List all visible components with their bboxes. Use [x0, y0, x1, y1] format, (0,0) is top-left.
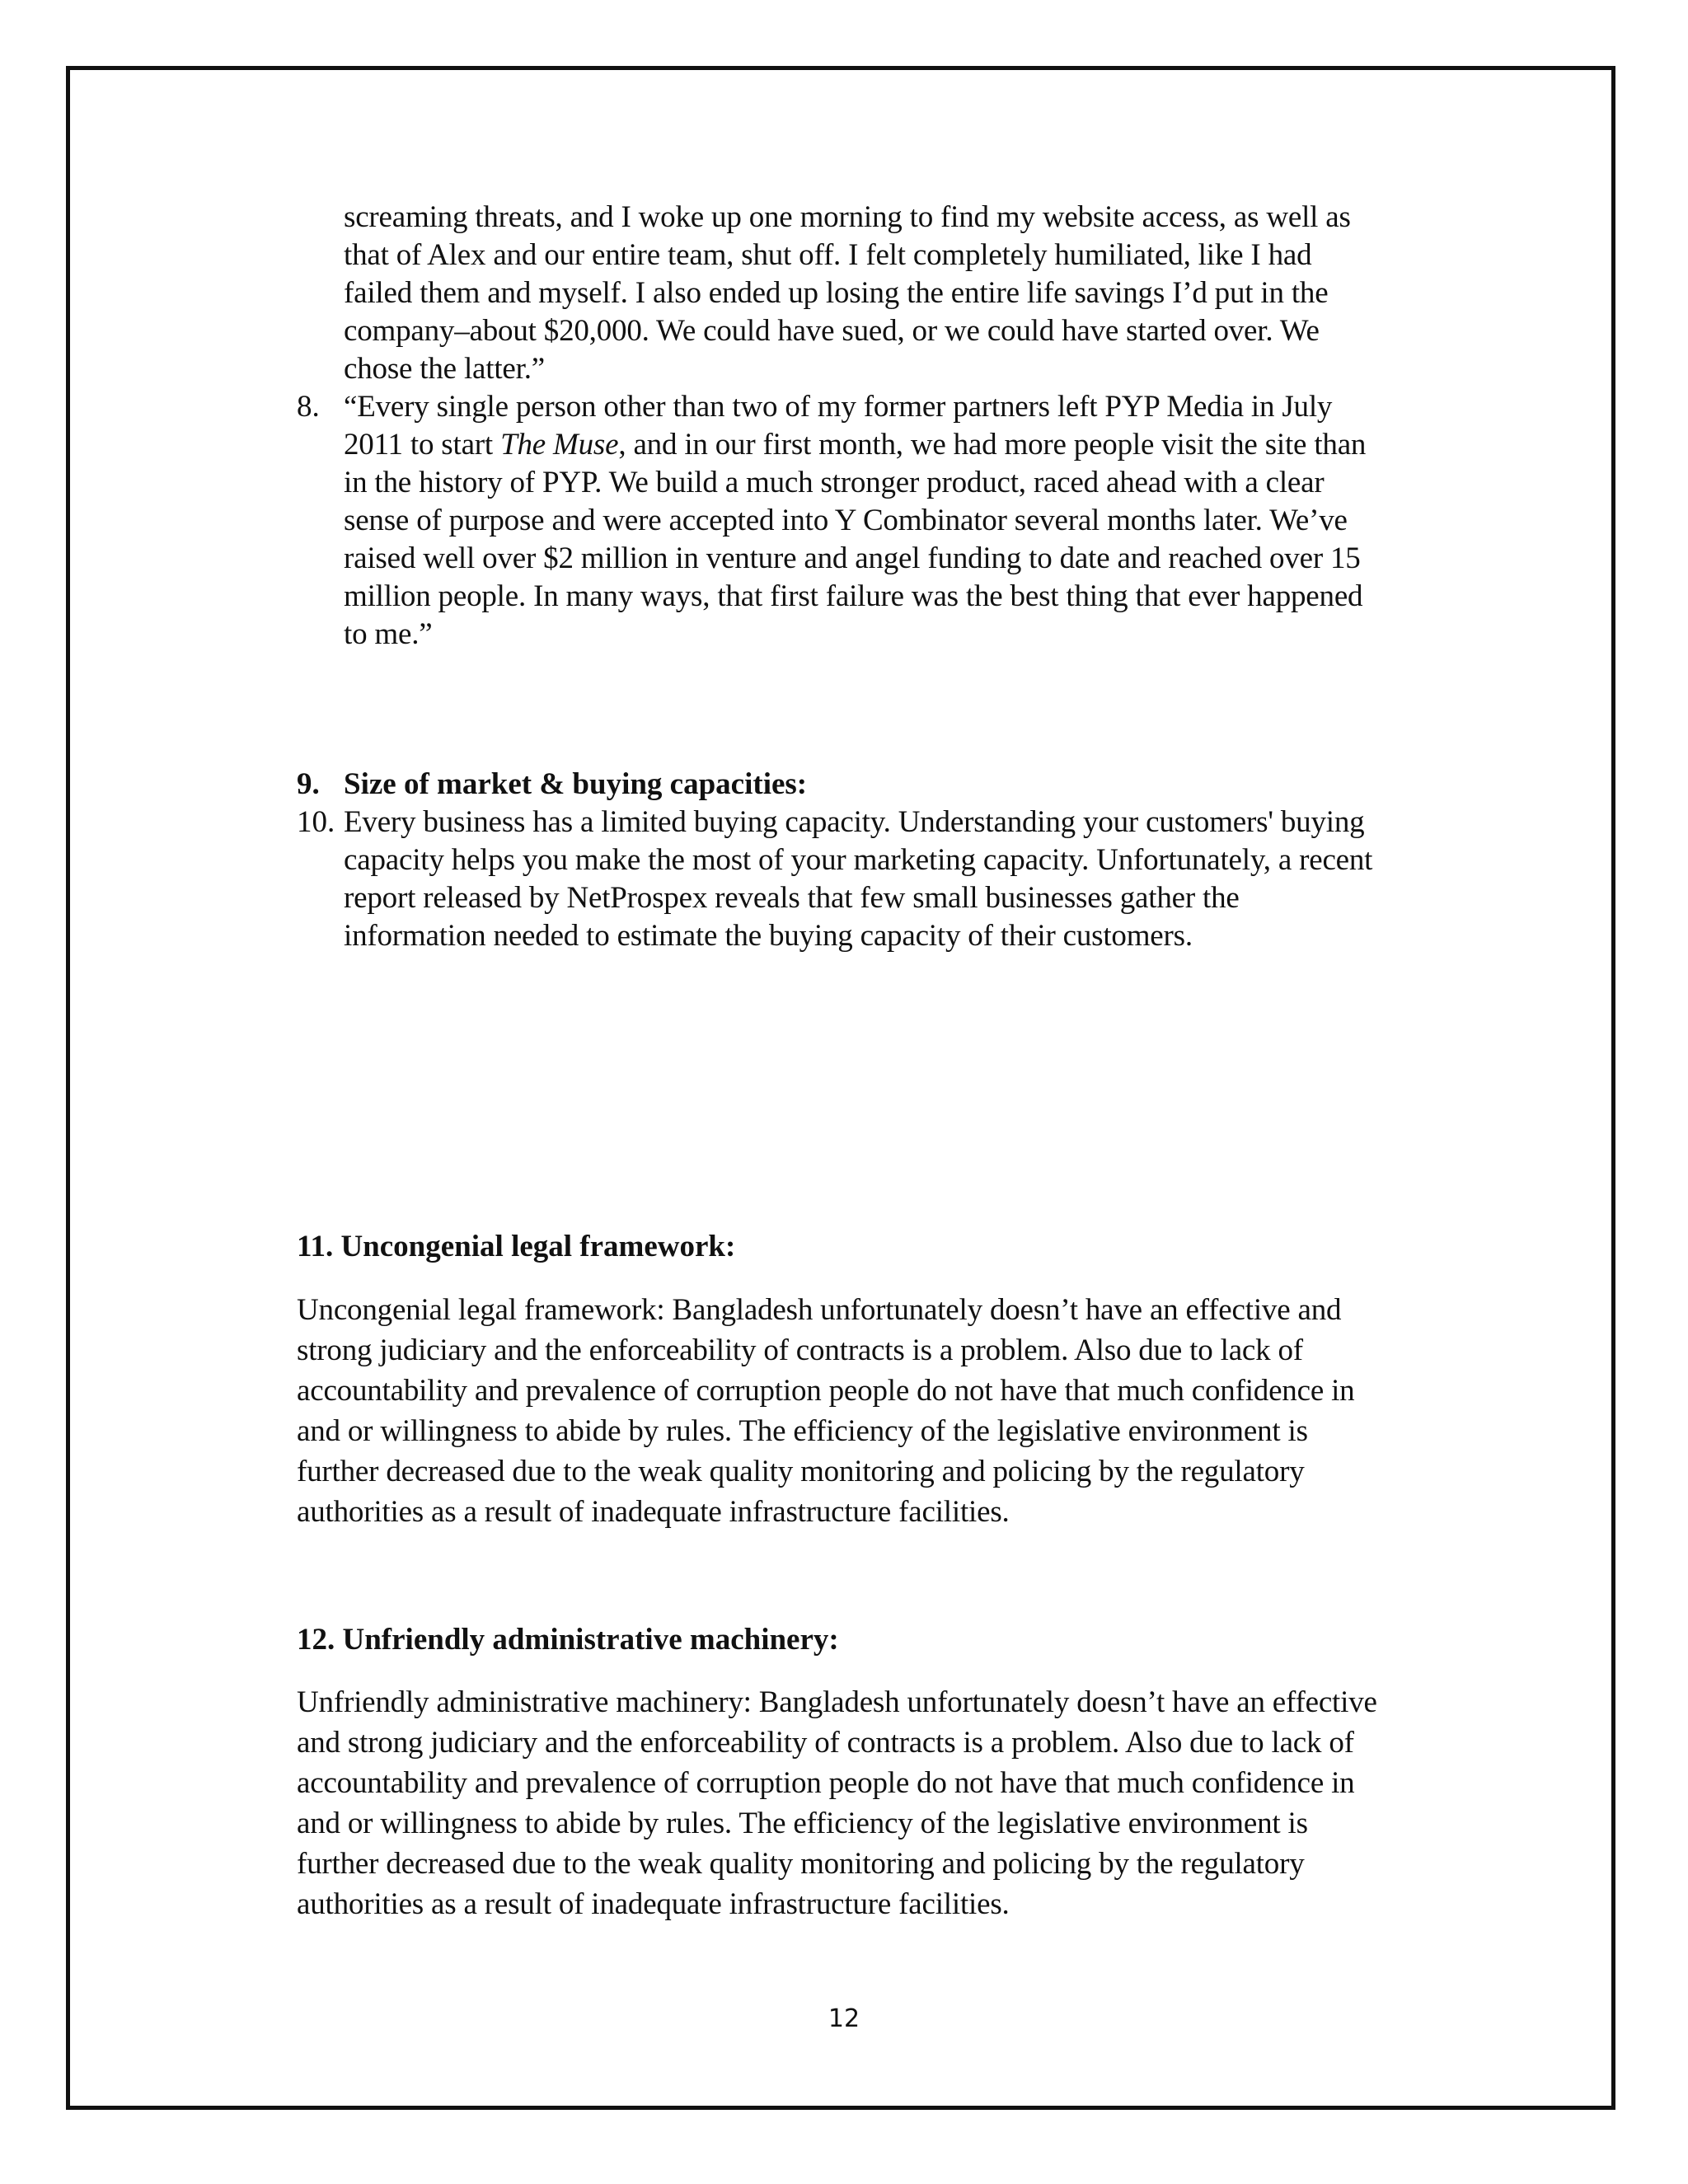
section12-line-4: and or willingness to abide by rules. The efficiency of the legislative environment is — [297, 1807, 1308, 1840]
item8-number: 8. — [297, 390, 320, 424]
item8-line-5: raised well over $2 million in venture and angel funding to date and reached over 15 — [344, 541, 1361, 575]
item9-number: 9. — [297, 767, 320, 801]
item7-line-5: chose the latter.” — [344, 352, 545, 386]
item7-line-4: company–about $20,000. We could have sued, or we could have started over. We — [344, 314, 1320, 348]
section11-line-4: and or willingness to abide by rules. The efficiency of the legislative environment is — [297, 1414, 1308, 1448]
page-border — [66, 66, 1615, 2110]
item7-line-2: that of Alex and our entire team, shut off. I felt completely humiliated, like I had — [344, 238, 1312, 272]
page-number: 12 — [828, 2004, 860, 2033]
item10-line-4: information needed to estimate the buying capacity of their customers. — [344, 919, 1193, 953]
item7-line-1: screaming threats, and I woke up one morning to find my website access, as well as — [344, 200, 1351, 234]
item8-line-2 — [344, 426, 1366, 464]
section11-line-3: accountability and prevalence of corruption people do not have that much confidence in — [297, 1374, 1355, 1408]
section11-line-1: Uncongenial legal framework: Bangladesh unfortunately doesn’t have an effective and — [297, 1293, 1342, 1327]
item10-line-2: capacity helps you make the most of your marketing capacity. Unfortunately, a recent — [344, 843, 1373, 877]
item10-line-1: Every business has a limited buying capacity. Understanding your customers' buying — [344, 805, 1365, 839]
item10-line-3: report released by NetProspex reveals that few small businesses gather the — [344, 881, 1240, 915]
item8-line-7: to me.” — [344, 617, 433, 651]
item8-line-2-start: 2011 to start — [344, 428, 501, 462]
section12-line-2: and strong judiciary and the enforceability of contracts is a problem. Also due to lack of — [297, 1726, 1354, 1760]
section12-line-5: further decreased due to the weak quality monitoring and policing by the regulatory — [297, 1847, 1305, 1881]
item10-number: 10. — [297, 805, 335, 839]
publication-title: The Muse — [500, 428, 619, 462]
item9-heading: Size of market & buying capacities: — [344, 767, 808, 801]
section11-line-2: strong judiciary and the enforceability of contracts is a problem. Also due to lack of — [297, 1333, 1303, 1367]
item8-line-2-end: , and in our first month, we had more people visit the site than — [618, 428, 1367, 462]
section12-line-6: authorities as a result of inadequate infrastructure facilities. — [297, 1887, 1010, 1921]
section12-line-1: Unfriendly administrative machinery: Bangladesh unfortunately doesn’t have an effective — [297, 1685, 1377, 1719]
item8-line-3: in the history of PYP. We build a much stronger product, raced ahead with a clear — [344, 466, 1325, 499]
section11-line-5: further decreased due to the weak quality monitoring and policing by the regulatory — [297, 1455, 1305, 1488]
section12-line-3: accountability and prevalence of corruption people do not have that much confidence in — [297, 1766, 1355, 1800]
section11-heading: 11. Uncongenial legal framework: — [297, 1230, 736, 1263]
item8-line-1: “Every single person other than two of my former partners left PYP Media in July — [344, 390, 1333, 424]
item7-line-3: failed them and myself. I also ended up losing the entire life savings I’d put in the — [344, 276, 1329, 310]
item8-line-4: sense of purpose and were accepted into Y Combinator several months later. We’ve — [344, 504, 1348, 537]
item8-line-6: million people. In many ways, that first failure was the best thing that ever happened — [344, 579, 1363, 613]
section12-heading: 12. Unfriendly administrative machinery: — [297, 1623, 839, 1657]
section11-line-6: authorities as a result of inadequate infrastructure facilities. — [297, 1495, 1010, 1529]
